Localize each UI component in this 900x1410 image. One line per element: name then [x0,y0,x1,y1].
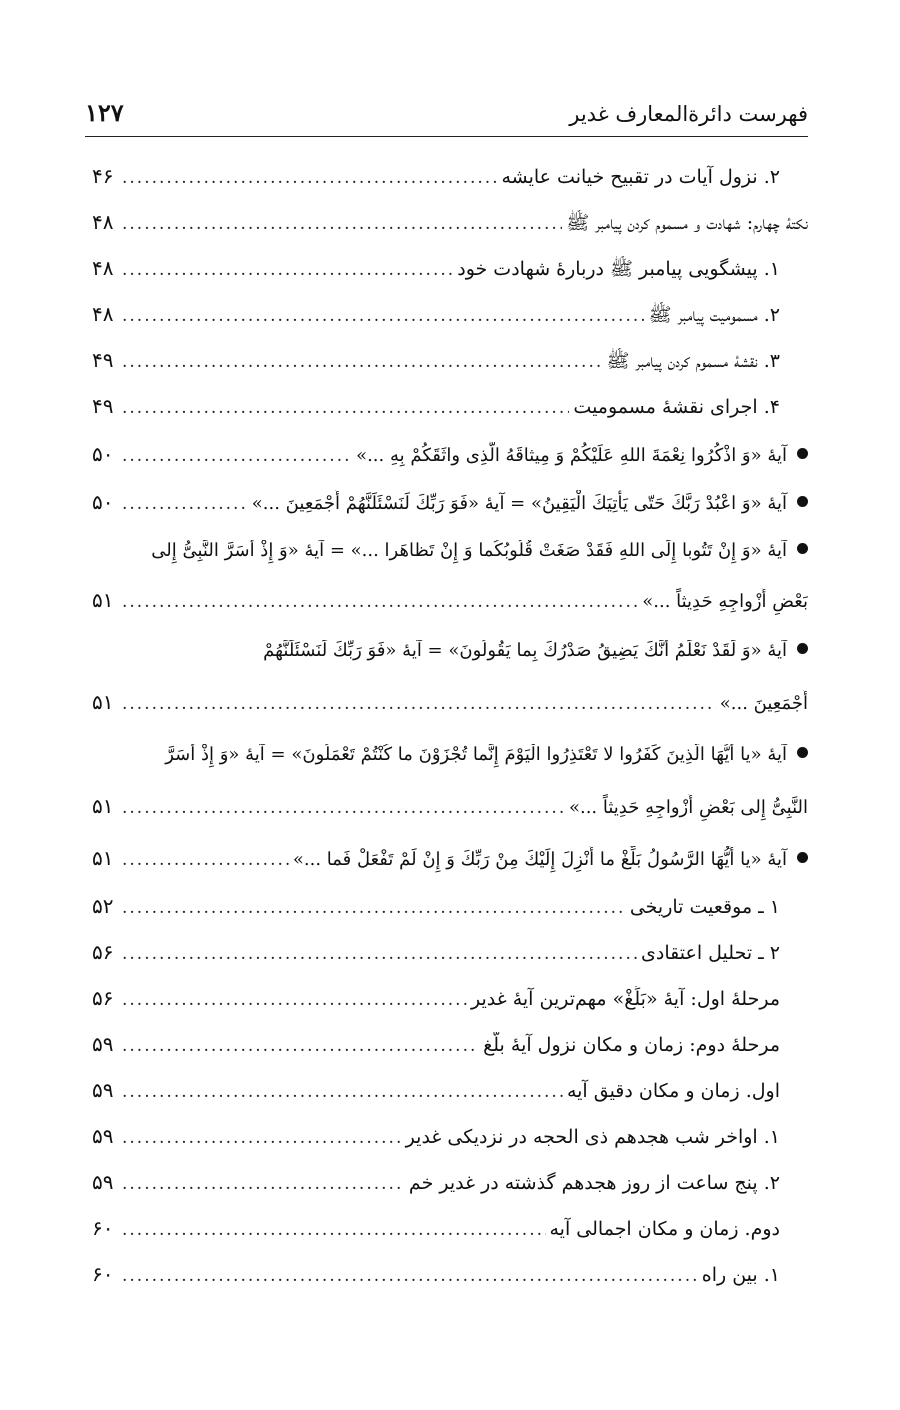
toc-entry-text: آیۀ «یا أَیُّهَا الرَّسُولُ بَلِّغْ ما أُنْزِلَ إِلَیْكَ مِنْ رَبِّكَ وَ إِنْ لَمْ تَفْعَلْ فَما ...» [292,849,787,870]
dot-leader [122,1174,405,1194]
bullet-icon [797,448,808,459]
toc-entry-page: ۵۱ [92,794,114,818]
toc-entry [92,302,808,348]
toc-entry-text: ۱. اواخر شب هجدهم ذی الحجه در نزدیکی غدیر [405,1126,780,1148]
toc-entry-verse-line1 [92,640,808,686]
toc-entry [92,1032,808,1078]
toc-entry [92,164,808,210]
toc-entry [92,394,808,440]
toc-entry [92,1216,808,1262]
toc-entry-page: ۵۶ [92,940,114,964]
toc-entry-verse-line2 [92,690,808,736]
toc-entry-text-continued: أَجْمَعِینَ ...» [719,693,808,714]
toc-entry [92,894,808,940]
toc-entry [92,210,808,256]
dot-leader [122,1082,563,1102]
toc-entry [92,256,808,302]
toc-entry-page: ۶۰ [92,1262,114,1286]
dot-leader [122,898,626,918]
toc-entry-text: ۱. بین راه [701,1264,780,1286]
bullet-icon [797,747,808,758]
toc-entry [92,1170,808,1216]
toc-entry-text: آیۀ «وَ اذْكُرُوا نِعْمَةَ اللهِ عَلَیْكُمْ وَ مِیثاقَهُ الَّذِی واثَقَكُمْ بِهِ ...» [356,445,787,466]
toc-entry-verse-line2 [92,794,808,840]
toc-entry-verse-line2 [92,588,808,634]
toc-entry [92,1262,808,1308]
dot-leader [122,352,602,372]
toc-entry-page: ۵۱ [92,846,114,870]
toc-entry-text-continued: بَعْضِ أَزْواجِهِ حَدِیثاً ...» [642,591,808,612]
toc-entry-page: ۵۱ [92,690,114,714]
toc-entry-page: ۵۹ [92,1078,114,1102]
toc-entry-text: ۳. نقشۀ مسموم کردن پیامبر ﷺ [606,350,780,372]
toc-entry-page: ۵۶ [92,986,114,1010]
bullet-icon [797,852,808,863]
toc-entry-text: ۱. پیشگویی پیامبر ﷺ دربارۀ شهادت خود [457,258,780,280]
toc-entry-text: ۲. نزول آیات در تقبیح خیانت عایشه [501,166,780,188]
dot-leader [122,306,645,326]
toc-entry-page: ۵۰ [92,442,114,466]
toc-entry-text: ۴. اجرای نقشۀ مسمومیت [573,396,780,418]
dot-leader [122,1036,479,1056]
dot-leader [122,260,453,280]
toc-entry-text: آیۀ «وَ اعْبُدْ رَبَّكَ حَتّی یَأْتِیَكَ الْیَقِینُ» = آیۀ «فَوَ رَبِّكَ لَنَسْئَلَنَّهُمْ أَجْمَعِینَ ...» [251,493,787,514]
dot-leader [122,214,562,234]
toc-entry-page: ۶۰ [92,1216,114,1240]
toc-entry-text: ۲. پنج ساعت از روز هجدهم گذشته در غدیر خم [408,1172,780,1194]
running-title: فهرست دائرةالمعارف غدیر [569,102,808,126]
dot-leader [122,398,569,418]
toc-entry-verse-line1 [92,744,808,790]
toc-entry-verse [92,490,808,536]
toc-entry-text: مرحلۀ دوم: زمان و مکان نزول آیۀ بلّغ [483,1034,780,1056]
toc-entry-verse [92,442,808,488]
toc-entry [92,940,808,986]
toc-entry [92,1078,808,1124]
dot-leader [122,1220,546,1240]
toc-entry-text: ۱ ـ موقعیت تاریخی [629,896,780,918]
toc-entry [92,1124,808,1170]
toc-entry-page: ۴۸ [92,210,114,234]
page-number: ۱۲۷ [85,98,124,127]
dot-leader [122,1128,402,1148]
toc-entry-page: ۴۹ [92,348,114,372]
toc-entry-page: ۴۸ [92,302,114,326]
toc-entry-page: ۵۹ [92,1032,114,1056]
dot-leader [122,1266,698,1286]
toc-entry-page: ۵۱ [92,588,114,612]
toc-entry-page: ۵۹ [92,1124,114,1148]
dot-leader [122,446,352,466]
dot-leader [122,798,565,818]
toc-entry-text: آیۀ «وَ إِنْ تَتُوبا إِلَی اللهِ فَقَدْ صَغَتْ قُلُوبُكُما وَ إِنْ تَظاهَرا ...» = آیۀ «وَ إِذْ أَسَرَّ النَّبِیُّ إِلی [151,540,787,561]
bullet-icon [797,496,808,507]
page-header [85,92,808,137]
toc-entry-text-continued: النَّبِیُّ إِلی بَعْضِ أَزْواجِهِ حَدِیثاً ...» [568,797,808,818]
toc-entry-page: ۵۰ [92,490,114,514]
toc-entry-text: ۲ ـ تحلیل اعتقادی [641,942,780,964]
toc-entry-text: اول. زمان و مکان دقیق آیه [566,1080,780,1102]
toc-entry-text: آیۀ «وَ لَقَدْ نَعْلَمُ أَنَّكَ یَضِیقُ صَدْرُكَ بِما یَقُولُونَ» = آیۀ «فَوَ رَبِّكَ لَنَسْئَلَنَّهُمْ [263,640,787,661]
toc-entry-verse [92,846,808,892]
toc-entry-text: دوم. زمان و مکان اجمالی آیه [549,1218,780,1240]
dot-leader [122,168,497,188]
toc-entry-page: ۴۹ [92,394,114,418]
toc-entry-page: ۴۶ [92,164,114,188]
toc-entry-page: ۴۸ [92,256,114,280]
dot-leader [122,944,637,964]
toc-entry-text: ۲. مسمومیت پیامبر ﷺ [648,304,780,326]
dot-leader [122,494,248,514]
bullet-icon [797,643,808,654]
toc-entry-text: مرحلۀ اول: آیۀ «بَلِّغْ» مهم‌ترین آیۀ غدیر [470,988,780,1010]
toc-entry-text: آیۀ «یا أَیُّهَا الَّذِینَ كَفَرُوا لا تَعْتَذِرُوا الْیَوْمَ إِنَّما تُجْزَوْنَ ما كُنْتُمْ تَعْمَلُونَ» = آیۀ «وَ إِذْ أَسَرَّ [165,744,787,765]
dot-leader [122,592,638,612]
toc-entry-page: ۵۹ [92,1170,114,1194]
toc-entry-text: نکتۀ چهارم: شهادت و مسموم کردن پیامبر ﷺ [566,212,808,234]
dot-leader [122,990,467,1010]
toc-entry [92,986,808,1032]
dot-leader [122,850,289,870]
toc-entry-page: ۵۲ [92,894,114,918]
dot-leader [122,694,716,714]
bullet-icon [797,543,808,554]
toc-entry-verse-line1 [92,540,808,586]
toc-entry [92,348,808,394]
